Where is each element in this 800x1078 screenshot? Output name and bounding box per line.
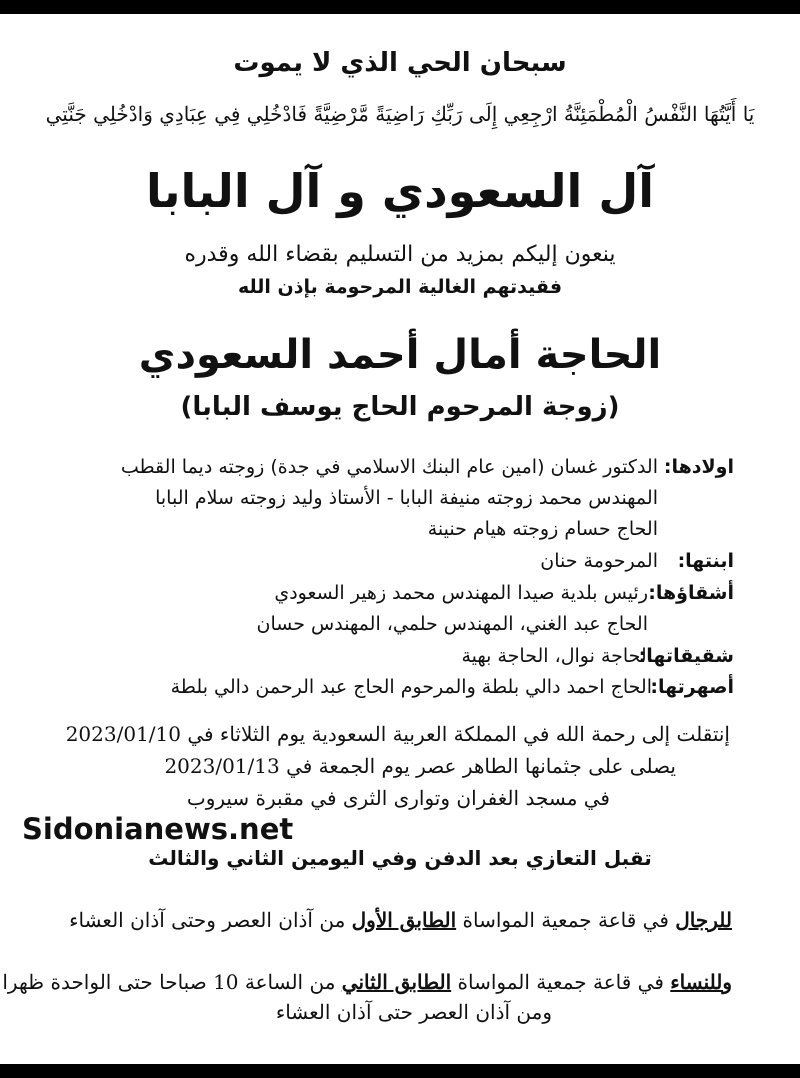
men-label: للرجال	[675, 908, 732, 932]
daughter-value: المرحومة حنان	[540, 550, 658, 572]
site-watermark: Sidonianews.net	[22, 812, 294, 846]
brothers-line-2: الحاج عبد الغني، المهندس حلمي، المهندس حسان	[256, 613, 648, 635]
daughter-row	[0, 550, 734, 578]
inlaws-label: أصهرتها:	[650, 676, 734, 698]
women-evening-hours: ومن آذان العصر حتى آذان العشاء	[275, 1000, 552, 1024]
deceased-intro: فقيدتهم الغالية المرحومة بإذن الله	[237, 276, 563, 298]
announcement-line: ينعون إليكم بمزيد من التسليم بقضاء الله وقدره	[184, 242, 616, 267]
prayer-notice: يصلى على جثمانها الطاهر عصر يوم الجمعة في 2023/01/13	[164, 754, 676, 778]
sons-line-2: المهندس محمد زوجته منيفة البابا - الأستاذ وليد زوجته سلام البابا	[155, 487, 658, 509]
sons-label: اولادها:	[663, 456, 734, 478]
death-notice: إنتقلت إلى رحمة الله في المملكة العربية السعودية يوم الثلاثاء في 2023/01/10	[65, 722, 730, 746]
opening-phrase: سبحان الحي الذي لا يموت	[233, 48, 567, 78]
women-label: وللنساء	[670, 970, 732, 994]
men-venue: في قاعة جمعية المواساة	[456, 908, 676, 932]
burial-notice: في مسجد الغفران وتوارى الثرى في مقبرة سيروب	[186, 786, 610, 810]
sisters-label: شقيقاتها:	[638, 645, 734, 667]
sisters-value: الحاجة نوال، الحاجة بهية	[461, 645, 652, 667]
men-condolences	[69, 908, 732, 932]
sisters-row	[0, 645, 734, 673]
brothers-label: أشقاؤها:	[648, 582, 734, 604]
men-floor: الطابق الأول	[351, 908, 457, 932]
families-title: آل السعودي و آل البابا	[145, 164, 655, 218]
brothers-row	[0, 582, 734, 610]
obituary-document	[0, 14, 800, 1064]
sons-line-1: الدكتور غسان (امين عام البنك الاسلامي في جدة) زوجته ديما القطب	[120, 456, 658, 478]
condolences-title: تقبل التعازي بعد الدفن وفي اليومين الثاني والثالث	[148, 846, 652, 870]
sons-row	[0, 456, 734, 484]
inlaws-value: الحاج احمد دالي بلطة والمرحوم الحاج عبد الرحمن دالي بلطة	[170, 676, 652, 698]
spouse-line: (زوجة المرحوم الحاج يوسف البابا)	[180, 392, 620, 422]
women-hours: من الساعة 10 صباحا حتى الواحدة ظهرا	[2, 970, 342, 994]
women-venue: في قاعة جمعية المواساة	[451, 970, 671, 994]
women-condolences	[2, 970, 732, 994]
women-floor: الطابق الثاني	[341, 970, 452, 994]
deceased-name: الحاجة أمال أحمد السعودي	[138, 332, 662, 378]
men-hours: من آذان العصر وحتى آذان العشاء	[69, 908, 352, 932]
sons-line-3: الحاج حسام زوجته هيام حنينة	[427, 518, 658, 540]
inlaws-row	[0, 676, 734, 704]
daughter-label: ابنتها:	[677, 550, 734, 572]
quran-verse: يَا أَيَّتُهَا النَّفْسُ الْمُطْمَئِنَّةُ ارْجِعِي إِلَى رَبِّكِ رَاضِيَةً مَّرْضِيَّةً فَادْخُلِي فِي عِبَادِي وَادْخُلِي جَنَّتِي	[45, 102, 755, 126]
brothers-line-1: رئيس بلدية صيدا المهندس محمد زهير السعودي	[274, 582, 648, 604]
